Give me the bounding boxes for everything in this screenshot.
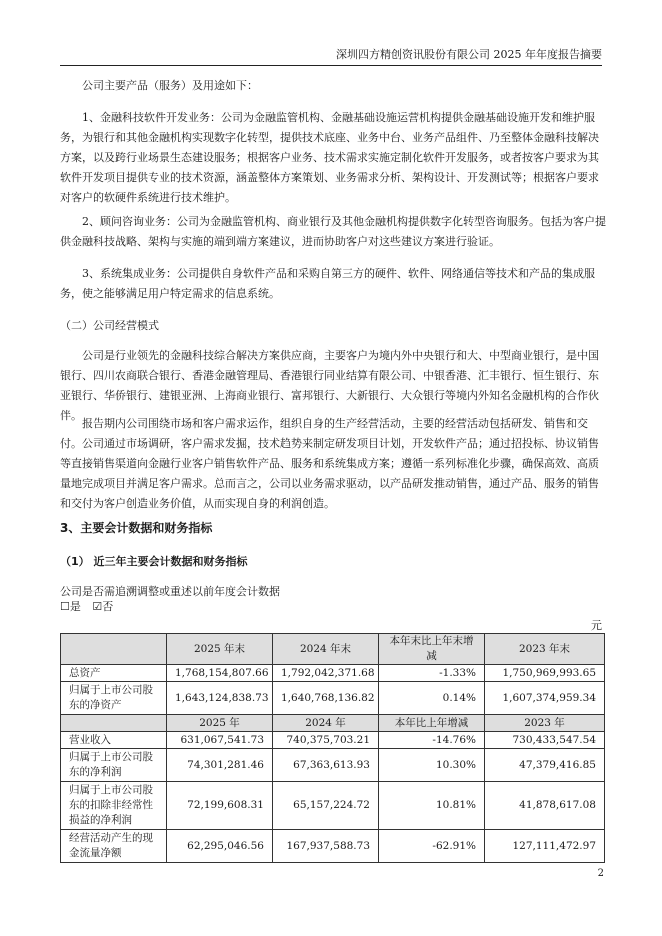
table-row — [61, 682, 605, 715]
row-label: 总资产 — [61, 665, 167, 682]
table-cell: 72,199,608.31 — [167, 782, 273, 830]
table-cell: 10.30% — [379, 749, 485, 782]
table-cell: 631,067,541.73 — [167, 732, 273, 749]
table-cell: 1,792,042,371.68 — [273, 665, 379, 682]
table-row — [61, 782, 605, 830]
row-label: 归属于上市公司股东的扣除非经常性损益的净利润 — [61, 782, 167, 830]
table-cell: 1,768,154,807.66 — [167, 665, 273, 682]
product-consulting: 2、顾问咨询业务：公司为金融监管机构、商业银行及其他金融机构提供数字化转型咨询服务。包括为客户提供金融科技战略、架构与实施的端到端方案建议，进而协助客户对这些建议方案进行验证。 — [60, 215, 606, 248]
table-cell: 41,878,617.08 — [485, 782, 605, 830]
option-no-label: 否 — [102, 600, 114, 613]
table-header-cell: 2025 年末 — [167, 634, 273, 665]
table-cell: 1,750,969,993.65 — [485, 665, 605, 682]
table-cell: 1,643,124,838.73 — [167, 682, 273, 715]
table-cell: 127,111,472.97 — [485, 830, 605, 863]
table-cell: -1.33% — [379, 665, 485, 682]
restatement-question: 公司是否需追溯调整或重述以前年度会计数据 — [60, 585, 280, 598]
page-number: 2 — [597, 868, 604, 879]
table-cell: 74,301,281.46 — [167, 749, 273, 782]
product-software-dev: 1、金融科技软件开发业务：公司为金融监管机构、金融基础设施运营机构提供金融基础设施开发和维护服务，为银行和其他金融机构实现数字化转型，提供技术底座、业务中台、业务产品组件、乃至整体金融科技解决方案，以及跨行业场景生态建设服务；根据客户业务、技术需求实施定制化软件开发服务，或者按客户要求为其软件开发项目提供专业的技术资源，涵盖整体方案策划、业务需求分析、架构设计、开发测试等；根据客户要求对客户的软硬件系统进行技术维护。 — [60, 111, 599, 204]
table-cell: -14.76% — [379, 732, 485, 749]
table-row — [61, 830, 605, 863]
page-header: 深圳四方精创资讯股份有限公司 2025 年年度报告摘要 — [60, 46, 602, 66]
table-cell: 65,157,224.72 — [273, 782, 379, 830]
table-cell: 167,937,588.73 — [273, 830, 379, 863]
table-cell: 730,433,547.54 — [485, 732, 605, 749]
table-cell: 1,640,768,136.82 — [273, 682, 379, 715]
restatement-options — [60, 597, 608, 617]
checkbox-yes-icon: ☐ — [60, 600, 70, 613]
option-yes-label: 是 — [69, 600, 81, 613]
table-cell: 10.81% — [379, 782, 485, 830]
table-cell: -62.91% — [379, 830, 485, 863]
table-cell: 47,379,416.85 — [485, 749, 605, 782]
products-intro: 公司主要产品（服务）及用途如下： — [82, 79, 258, 92]
table-header-cell: 2024 年末 — [273, 634, 379, 665]
table-cell: 1,607,374,959.34 — [485, 682, 605, 715]
table-header-cell: 本年末比上年末增减 — [379, 634, 485, 665]
section-3-title: 3、主要会计数据和财务指标 — [60, 521, 213, 535]
currency-unit: 元 — [591, 619, 602, 632]
financial-data-table — [60, 633, 605, 863]
row-label: 经营活动产生的现金流量净额 — [61, 830, 167, 863]
table-cell: 740,375,703.21 — [273, 732, 379, 749]
income-header-row — [61, 715, 605, 732]
checkbox-no-icon: ☑ — [92, 600, 103, 613]
table-header-cell: 2023 年 — [485, 715, 605, 732]
table-cell: 62,295,046.56 — [167, 830, 273, 863]
table-header-cell — [61, 634, 167, 665]
operating-mode-paragraph-2: 报告期内公司围绕市场和客户需求运作，组织自身的生产经营活动，主要的经营活动包括研发、销售和交付。公司通过市场调研，客户需求发掘，技术趋势来制定研发项目计划，开发软件产品；通过招投标、协议销售等直接销售渠道向金融行业客户销售软件产品、服务和系统集成方案；遵循一系列标准化步骤，确保高效、高质量地完成项目并满足客户需求。总而言之，公司以业务需求驱动，以产品研发推动销售，通过产品、服务的销售和交付为客户创造业务价值，从而实现自身的利润创造。 — [60, 417, 599, 510]
operating-mode-paragraph-1: 公司是行业领先的金融科技综合解决方案供应商，主要客户为境内外中央银行和大、中型商业银行，是中国银行、四川农商联合银行、香港金融管理局、香港银行同业结算有限公司、中银香港、汇丰银行、恒生银行、东亚银行、华侨银行、建银亚洲、上海商业银行、富邦银行、大新银行、大众银行等境内外知名金融机构的合作伙伴。 — [60, 349, 599, 422]
table-header-cell: 2024 年 — [273, 715, 379, 732]
table-row — [61, 749, 605, 782]
table-row — [61, 732, 605, 749]
table-header-cell: 2023 年末 — [485, 634, 605, 665]
table-header-cell: 本年比上年增减 — [379, 715, 485, 732]
table-header-cell — [61, 715, 167, 732]
subsection-1-title: （1） 近三年主要会计数据和财务指标 — [60, 555, 248, 568]
table-cell: 67,363,613.93 — [273, 749, 379, 782]
row-label: 归属于上市公司股东的净利润 — [61, 749, 167, 782]
row-label: 营业收入 — [61, 732, 167, 749]
operating-mode-heading: （二）公司经营模式 — [60, 319, 159, 332]
table-header-cell: 2025 年 — [167, 715, 273, 732]
table-cell: 0.14% — [379, 682, 485, 715]
balance-header-row — [61, 634, 605, 665]
product-system-integration: 3、系统集成业务：公司提供自身软件产品和采购自第三方的硬件、软件、网络通信等技术和产品的集成服务，使之能够满足用户特定需求的信息系统。 — [60, 267, 595, 300]
row-label: 归属于上市公司股东的净资产 — [61, 682, 167, 715]
table-row — [61, 665, 605, 682]
